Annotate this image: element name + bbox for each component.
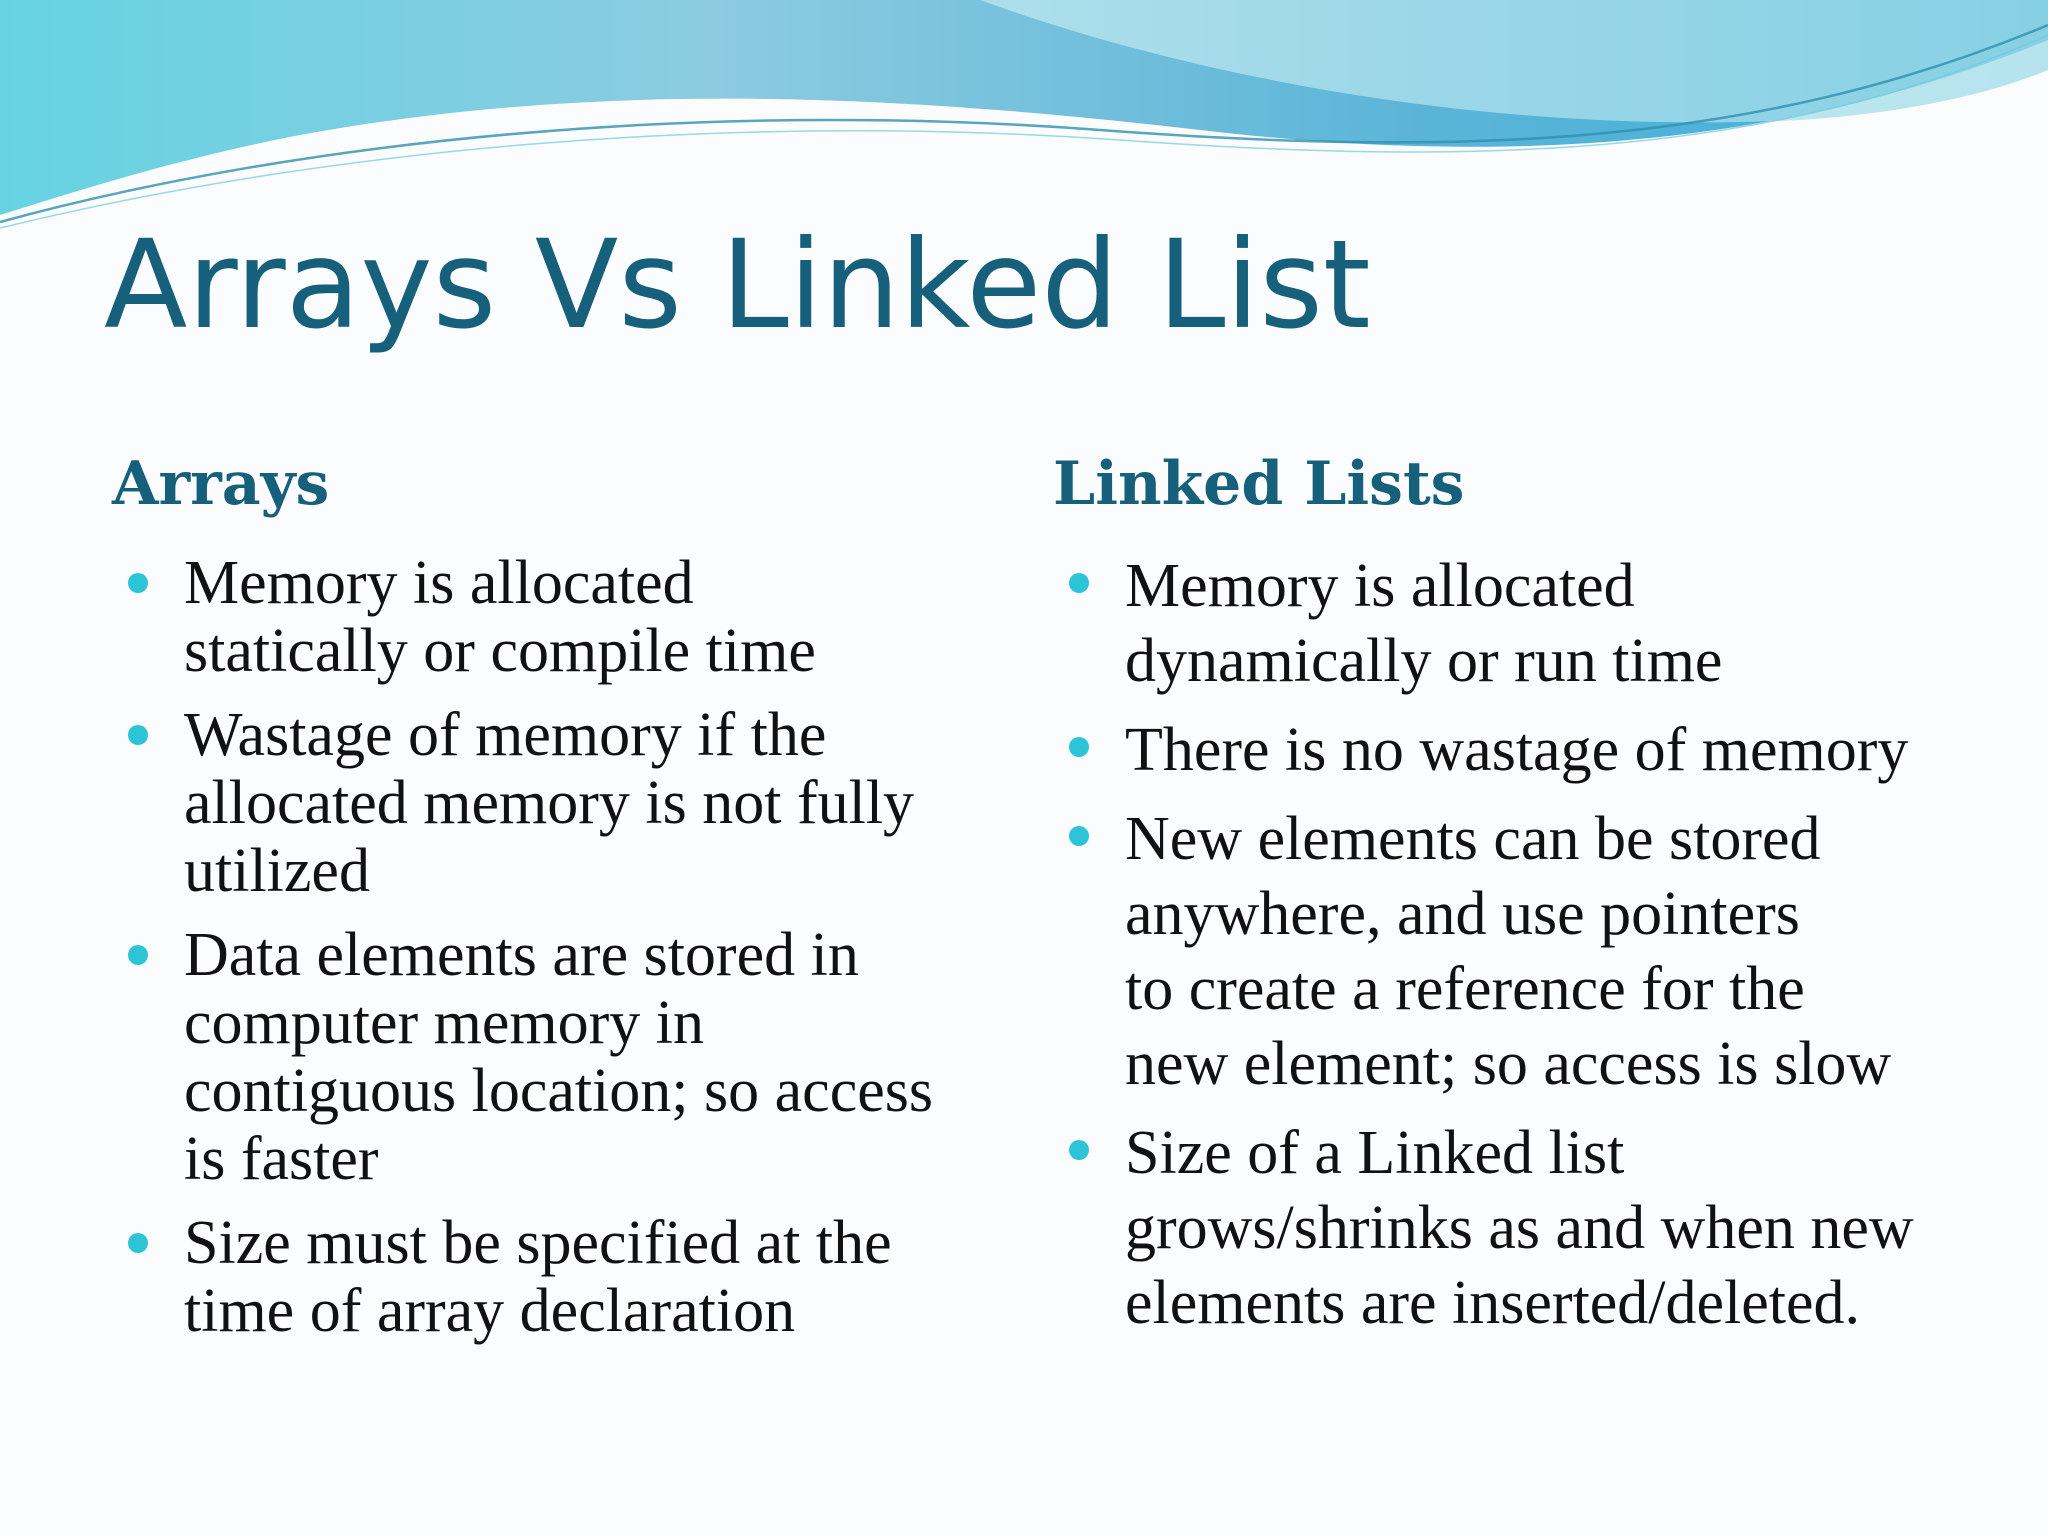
- bullet-dot-icon: [1069, 573, 1089, 593]
- list-item: [1053, 1116, 2013, 1341]
- list-item: [1053, 549, 2013, 699]
- linked-lists-bullet-list: [1053, 549, 2013, 1341]
- list-item-line: grows/shrinks as and when new: [1125, 1194, 1914, 1262]
- list-item-line: dynamically or run time: [1125, 627, 1723, 695]
- list-item-line: elements are inserted/deleted.: [1125, 1269, 1861, 1337]
- list-item-line: time of array declaration: [184, 1277, 796, 1345]
- list-item-line: Memory is allocated: [184, 549, 694, 617]
- bullet-dot-icon: [128, 573, 148, 593]
- list-item-line: new element; so access is slow: [1125, 1030, 1892, 1098]
- list-item-line: allocated memory is not fully: [184, 769, 915, 837]
- list-item-line: Wastage of memory if the: [184, 701, 827, 769]
- bullet-dot-icon: [128, 725, 148, 745]
- list-item-line: Data elements are stored in: [184, 921, 859, 989]
- arrays-column: [112, 450, 1012, 1361]
- list-item-line: statically or compile time: [184, 617, 816, 685]
- decorative-wave-banner: [0, 0, 2048, 240]
- list-item: [112, 701, 1012, 905]
- arrays-heading: Arrays: [112, 449, 330, 519]
- slide-title: Arrays Vs Linked List: [104, 214, 1371, 356]
- list-item-line: New elements can be stored: [1125, 805, 1821, 873]
- list-item-line: Memory is allocated: [1125, 552, 1635, 620]
- linked-lists-heading: Linked Lists: [1053, 449, 1465, 519]
- bullet-dot-icon: [1069, 737, 1089, 757]
- list-item-line: anywhere, and use pointers: [1125, 880, 1800, 948]
- bullet-dot-icon: [128, 1233, 148, 1253]
- list-item-line: Size must be specified at the: [184, 1209, 892, 1277]
- arrays-bullet-list: [112, 549, 1012, 1345]
- list-item: [112, 1209, 1012, 1345]
- list-item-line: to create a reference for the: [1125, 955, 1805, 1023]
- bullet-dot-icon: [1069, 1140, 1089, 1160]
- bullet-dot-icon: [1069, 826, 1089, 846]
- list-item-line: Size of a Linked list: [1125, 1119, 1625, 1187]
- list-item: [1053, 713, 2013, 788]
- list-item: [112, 921, 1012, 1193]
- list-item: [1053, 802, 2013, 1102]
- list-item-line: utilized: [184, 837, 370, 905]
- bullet-dot-icon: [128, 945, 148, 965]
- linked-lists-column: [1053, 450, 2013, 1355]
- list-item-line: computer memory in: [184, 989, 704, 1057]
- list-item-line: is faster: [184, 1125, 379, 1193]
- list-item-line: contiguous location; so access: [184, 1057, 933, 1125]
- list-item-line: There is no wastage of memory: [1125, 716, 1909, 784]
- list-item: [112, 549, 1012, 685]
